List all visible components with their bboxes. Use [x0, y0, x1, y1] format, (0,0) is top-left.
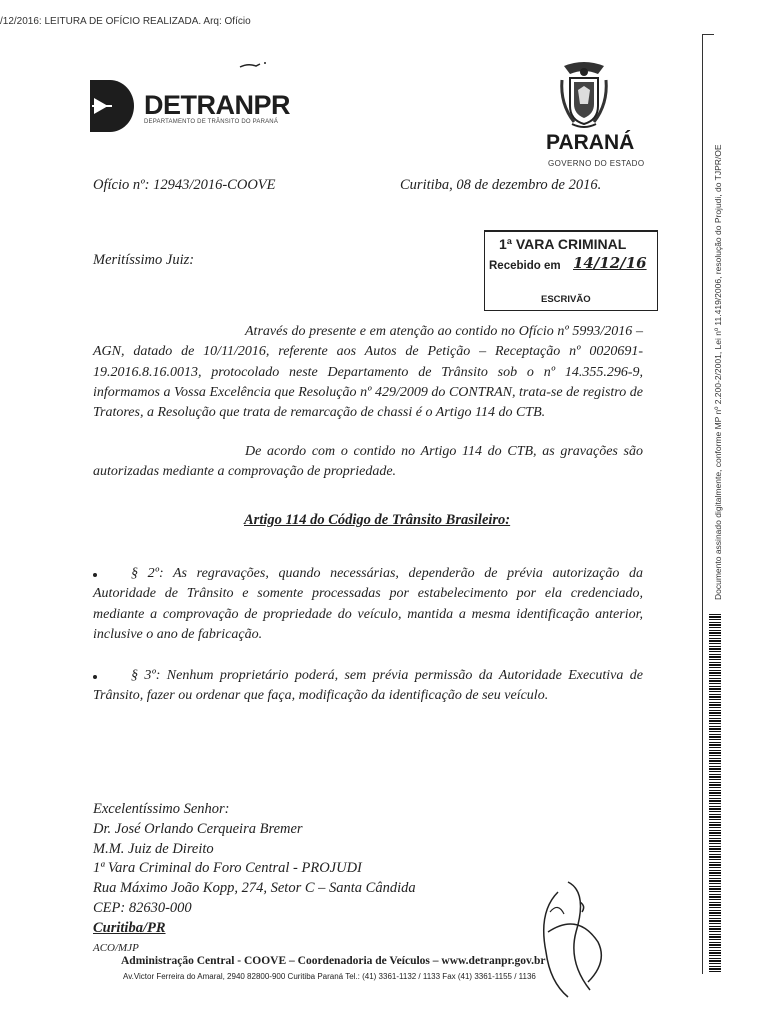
- addressee-role: M.M. Juiz de Direito: [93, 840, 214, 857]
- addressee-city: Curitiba/PR: [93, 919, 166, 936]
- detran-logo-text: DETRANPR: [144, 90, 291, 120]
- addressee-block: [93, 800, 416, 958]
- body-paragraph-2: De acordo com o contido no Artigo 114 do CTB, as gravações são autorizadas mediante a comprovação de propriedade.: [93, 444, 643, 480]
- footer-line-1: Administração Central - COOVE – Coordenadoria de Veículos – www.detranpr.gov.br: [121, 955, 546, 967]
- stamp-clerk: ESCRIVÃO: [541, 294, 591, 305]
- stamp-court: 1ª VARA CRIMINAL: [499, 236, 627, 252]
- parana-crest-icon: [558, 60, 610, 130]
- stamp-received-label: Recebido em: [489, 260, 561, 272]
- addressee-court: 1ª Vara Criminal do Foro Central - PROJUDI: [93, 860, 362, 877]
- article-heading: Artigo 114 do Código de Trânsito Brasileiro:: [244, 512, 511, 528]
- addressee-postal-code: CEP: 82630-000: [93, 899, 192, 916]
- margin-line: [702, 34, 703, 974]
- pen-mark: [238, 60, 268, 70]
- addressee-name: Dr. José Orlando Cerqueira Bremer: [93, 820, 303, 837]
- document-initials: ACO/MJP: [93, 941, 139, 954]
- article-paragraph-3: § 3º: Nenhum proprietário poderá, sem prévia permissão da Autoridade Executiva de Trânsito, fazer ou ordenar que faça, modificação da identificação de seu veículo.: [93, 668, 643, 704]
- document-header-line: /12/2016: LEITURA DE OFÍCIO REALIZADA. Arq: Ofício: [0, 16, 251, 27]
- margin-bracket: [702, 34, 714, 35]
- addressee-street: Rua Máximo João Kopp, 274, Setor C – Santa Cândida: [93, 880, 416, 897]
- signature-icon: [528, 872, 638, 1002]
- parana-logo-text: PARANÁ: [546, 131, 635, 154]
- salutation: Meritíssimo Juiz:: [93, 252, 195, 268]
- detran-logo-subtitle: DEPARTAMENTO DE TRÂNSITO DO PARANÁ: [144, 119, 279, 125]
- detran-logo-icon: [90, 80, 134, 132]
- date-line: Curitiba, 08 de dezembro de 2016.: [400, 177, 602, 193]
- parana-logo-subtitle: GOVERNO DO ESTADO: [548, 159, 645, 168]
- barcode: [709, 614, 721, 974]
- digital-signature-note: Documento assinado digitalmente, conforme MP nº 2.200-2/2001, Lei nº 11.419/2006, resolução do Projudi, do TJPR/OE: [713, 144, 723, 600]
- received-stamp: [484, 230, 658, 311]
- oficio-number: Ofício nº: 12943/2016-COOVE: [93, 177, 276, 193]
- body-paragraph-1: Através do presente e em atenção ao contido no Ofício nº 5993/2016 – AGN, datado de 10/11/2016, referente aos Autos de Petição – Receptação nº 0020691-19.2016.8.16.0013, protocolado neste Departamento de Trânsito sob o nº 14.355.296-9, informamos a Vossa Excelência que Resolução nº 429/2009 do CONTRAN, trata-se de registro de Tratores, a Resolução que trata de remarcação de chassi é o Artigo 114 do CTB.: [93, 324, 643, 421]
- stamp-received-date: 14/12/16: [573, 254, 647, 272]
- footer-line-2: Av.Victor Ferreira do Amaral, 2940 82800-900 Curitiba Paraná Tel.: (41) 3361-1132 / 1133 Fax (41) 3361-1155 / 1136: [123, 972, 536, 981]
- addressee-line: Excelentíssimo Senhor:: [93, 801, 230, 817]
- article-paragraph-2: § 2º: As regravações, quando necessárias, dependerão de prévia autorização da Autoridade de Trânsito e somente processadas por estabelecimento por ela credenciado, mediante a comprovação de propriedade do veículo, mantida a mesma identificação anterior, inclusive o ano de fabricação.: [93, 566, 643, 642]
